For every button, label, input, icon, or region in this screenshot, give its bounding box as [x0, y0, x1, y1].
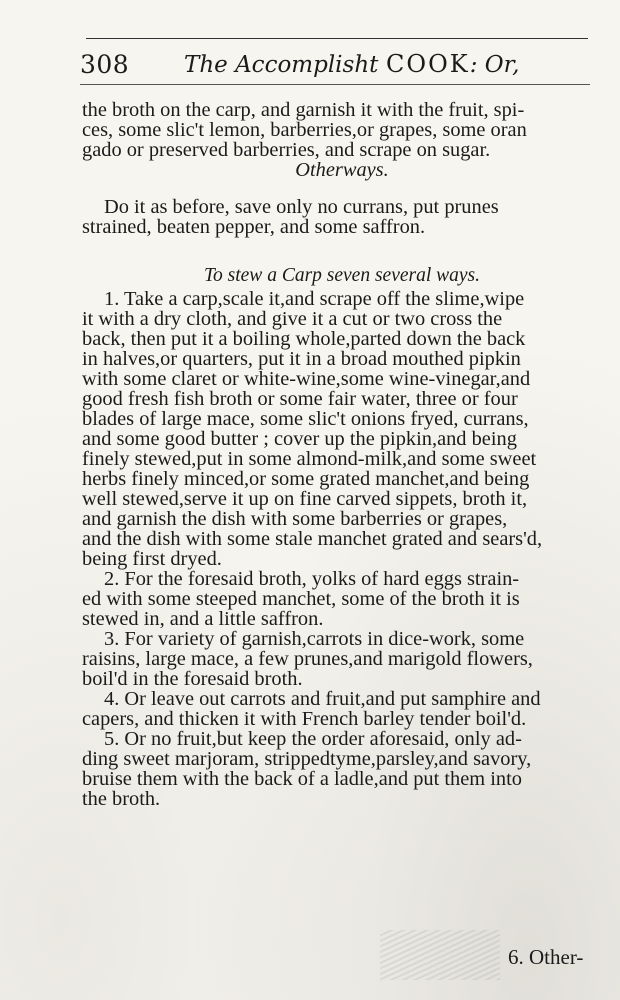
text-line: ding sweet marjoram, strippedtyme,parsley,and savory, [82, 748, 532, 770]
running-title [184, 50, 519, 78]
running-title-caps: COOK [386, 50, 470, 78]
subheading-otherways: Otherways. [295, 159, 389, 181]
text-line: ed with some steeped manchet, some of the broth it is [82, 588, 520, 610]
section-heading: To stew a Carp seven several ways. [203, 265, 481, 286]
text-line: it with a dry cloth, and give it a cut or two cross the [82, 308, 503, 330]
text-line: boil'd in the foresaid broth. [82, 668, 303, 690]
running-title-italic: The Accomplisht [184, 52, 379, 78]
text-line: well stewed,serve it up on fine carved sippets, broth it, [82, 488, 528, 510]
recipe-body [82, 289, 602, 809]
catchword-text: 6. Other- [508, 945, 584, 969]
text-line: and garnish the dish with some barberries or grapes, [82, 508, 508, 530]
paper-stain [380, 930, 500, 980]
text-line: herbs finely minced,or some grated manchet,and being [82, 468, 530, 490]
paragraph-otherways [82, 197, 602, 237]
text-line: 1. Take a carp,scale it,and scrape off the slime,wipe [104, 288, 525, 310]
paragraph-continuation [82, 100, 602, 180]
text-line: 4. Or leave out carrots and fruit,and put samphire and [104, 688, 541, 710]
text-line: strained, beaten pepper, and some saffron. [82, 216, 426, 238]
text-line: capers, and thicken it with French barley tender boil'd. [82, 708, 527, 730]
text-line: 2. For the foresaid broth, yolks of hard eggs strain- [104, 568, 520, 590]
text-line: raisins, large mace, a few prunes,and marigold flowers, [82, 648, 533, 670]
text-line: Do it as before, save only no currans, put prunes [104, 196, 499, 218]
running-title-tail: : Or, [469, 52, 520, 78]
text-line: 5. Or no fruit,but keep the order aforesaid, only ad- [104, 728, 522, 750]
top-rule [86, 38, 588, 39]
text-line: back, then put it a boiling whole,parted down the back [82, 328, 526, 350]
catchword [508, 945, 583, 970]
text-line: gado or preserved barberries, and scrape on sugar. [82, 139, 491, 161]
text-line: the broth on the carp, and garnish it with the fruit, spi- [82, 99, 525, 121]
header-rule [80, 84, 590, 85]
text-line: in halves,or quarters, put it in a broad mouthed pipkin [82, 348, 521, 370]
text-line: with some claret or white-wine,some wine-vinegar,and [82, 368, 531, 390]
page-number: 308 [80, 50, 130, 79]
text-line: finely stewed,put in some almond-milk,and some sweet [82, 448, 537, 470]
text-line: ces, some slic't lemon, barberries,or grapes, some oran [82, 119, 527, 141]
text-line: 3. For variety of garnish,carrots in dice-work, some [104, 628, 525, 650]
text-line: good fresh fish broth or some fair water, three or four [82, 388, 518, 410]
text-line: the broth. [82, 788, 161, 810]
text-line: being first dryed. [82, 548, 222, 570]
text-line: bruise them with the back of a ladle,and put them into [82, 768, 522, 790]
text-line: blades of large mace, some slic't onions fryed, currans, [82, 408, 529, 430]
text-line: and the dish with some stale manchet grated and sears'd, [82, 528, 543, 550]
text-line: and some good butter ; cover up the pipkin,and being [82, 428, 517, 450]
text-line: stewed in, and a little saffron. [82, 608, 324, 630]
